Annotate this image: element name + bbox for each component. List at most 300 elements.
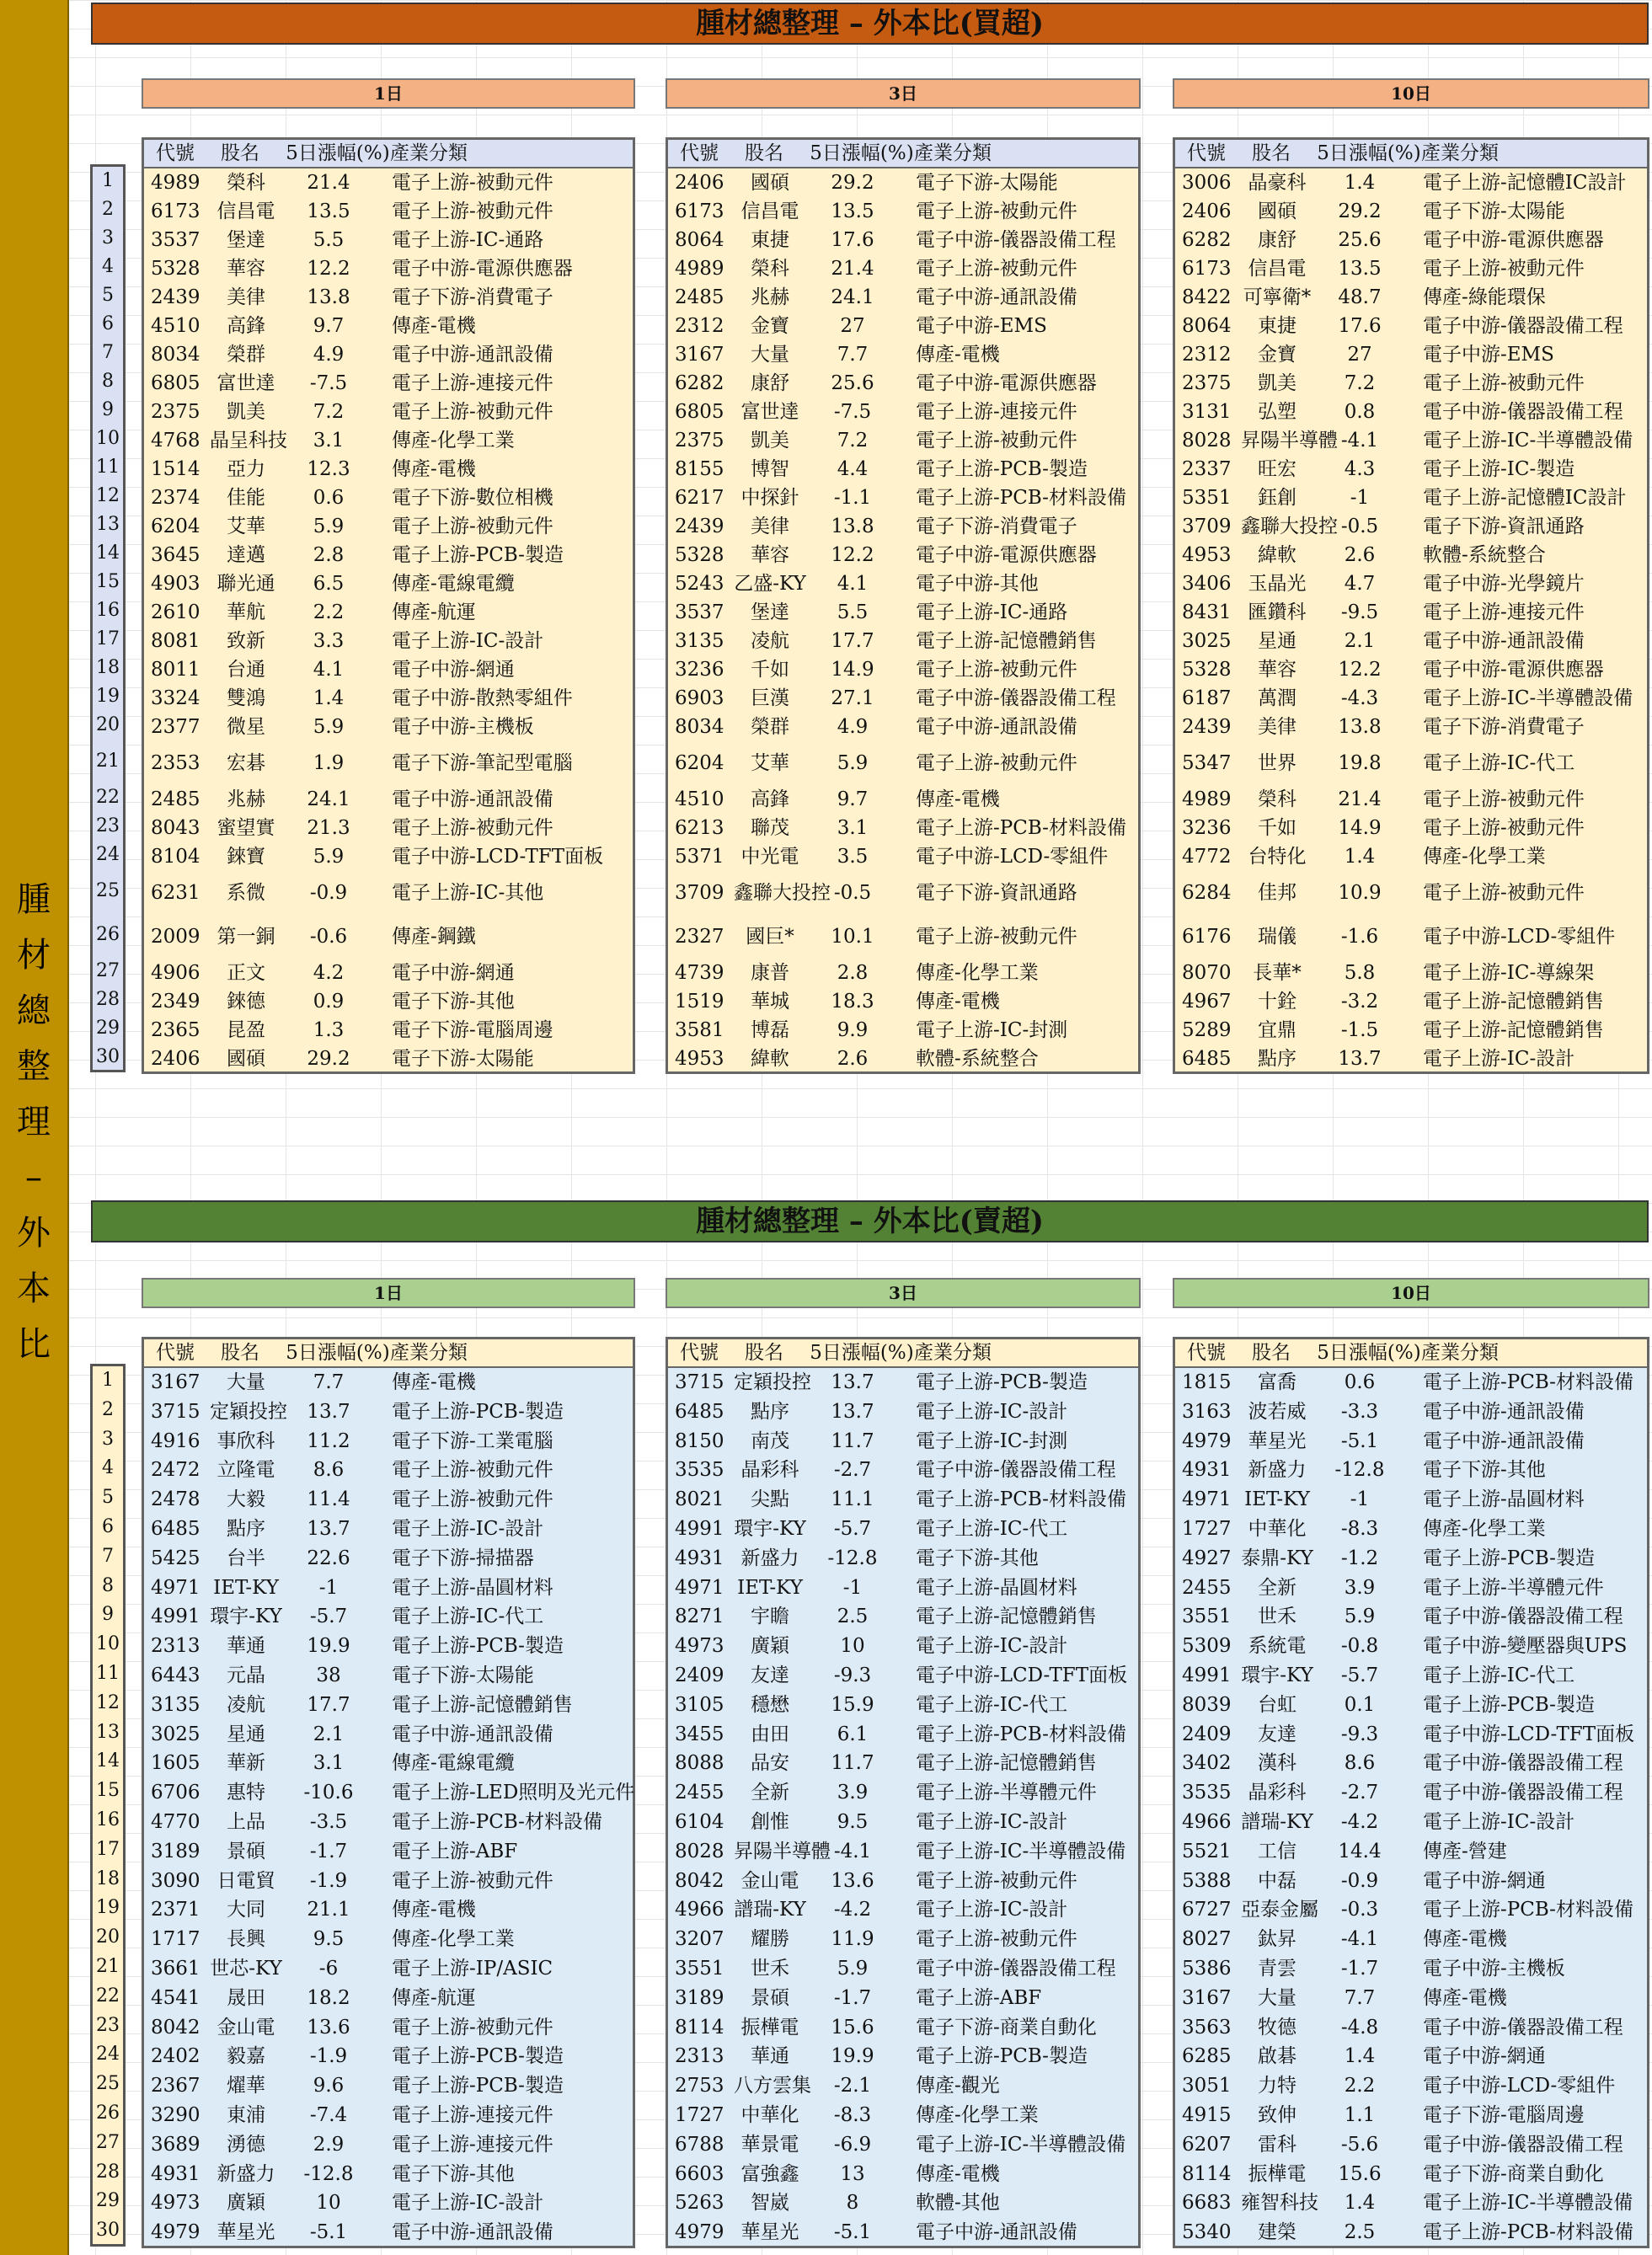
industry-category: 傳產-電線電纜	[392, 1752, 515, 1775]
change-5d: 9.5	[837, 1811, 869, 1833]
stock-name: 智崴	[751, 2192, 789, 2215]
stock-code: 4931	[151, 2162, 200, 2185]
table-row	[1175, 426, 1647, 455]
table-row	[1175, 1661, 1647, 1691]
stock-name: 創惟	[751, 1811, 789, 1833]
table-row	[144, 426, 633, 455]
rank-number: 11	[96, 457, 120, 478]
stock-name: 世禾	[1258, 1606, 1296, 1628]
stock-name: 蜜望實	[217, 817, 275, 839]
stock-name: 華通	[227, 1635, 265, 1658]
industry-category: 電子上游-被動元件	[392, 1459, 553, 1482]
industry-category: 電子中游-通訊設備	[1423, 1429, 1585, 1452]
industry-category: 電子中游-LCD-TFT面板	[916, 1665, 1128, 1686]
table-row	[144, 1837, 633, 1867]
table-row	[668, 1808, 1138, 1837]
change-5d: 14.9	[831, 659, 874, 681]
industry-category: 電子上游-晶圓材料	[916, 1576, 1077, 1599]
change-5d: 2.2	[1344, 2075, 1376, 2097]
column-header-category: 產業分類	[390, 1342, 468, 1364]
stock-code: 6903	[675, 687, 724, 709]
industry-category: 電子上游-被動元件	[916, 752, 1077, 774]
stock-code: 3455	[675, 1723, 724, 1745]
stock-name: 美律	[1258, 716, 1296, 738]
rank-number: 27	[96, 960, 120, 981]
table-header-row	[144, 140, 633, 168]
stock-code: 4971	[1182, 1488, 1232, 1511]
stock-code: 2406	[675, 172, 724, 194]
stock-code: 4739	[675, 962, 724, 984]
change-5d: 1.4	[313, 687, 345, 709]
stock-name: 康普	[751, 962, 789, 984]
change-5d: 17.6	[1338, 315, 1382, 337]
stock-code: 3535	[1182, 1782, 1232, 1804]
change-5d: 9.7	[837, 788, 869, 810]
industry-category: 傳產-化學工業	[392, 1928, 515, 1951]
change-5d: 9.9	[837, 1019, 869, 1041]
stock-name: 景碩	[751, 1986, 789, 2009]
period-header: 3日	[666, 78, 1141, 109]
stock-code: 2375	[675, 430, 724, 452]
change-5d: -1	[1350, 487, 1370, 509]
change-5d: -1.9	[309, 2045, 348, 2068]
change-5d: 2.8	[837, 962, 869, 984]
industry-category: 傳產-航運	[392, 1986, 476, 2009]
stock-name: 榮群	[751, 716, 789, 738]
table-row	[1175, 655, 1647, 684]
table-row	[668, 684, 1138, 713]
table-row	[144, 814, 633, 842]
stock-code: 6176	[1182, 926, 1232, 948]
change-5d: 24.1	[307, 788, 350, 810]
rank-number: 22	[96, 1985, 120, 2007]
change-5d: 1.4	[1344, 2045, 1376, 2068]
table-row	[668, 2101, 1138, 2130]
industry-category: 電子上游-被動元件	[916, 200, 1077, 222]
change-5d: -7.5	[309, 372, 348, 394]
industry-category: 電子中游-主機板	[392, 716, 534, 738]
stock-code: 2374	[151, 487, 200, 509]
change-5d: 4.1	[313, 659, 345, 681]
change-5d: -7.5	[833, 401, 872, 423]
table-row	[1175, 1574, 1647, 1603]
stock-name: 晶彩科	[1248, 1782, 1307, 1804]
stock-name: 晟田	[227, 1986, 265, 2009]
table-row	[668, 197, 1138, 226]
industry-category: 電子上游-PCB-製造	[916, 458, 1088, 480]
change-5d: -4.3	[1340, 687, 1379, 709]
table-row	[1175, 1016, 1647, 1045]
stock-name: 博智	[751, 458, 789, 480]
stock-name: 康舒	[751, 372, 789, 394]
stock-name: 達邁	[227, 544, 265, 566]
rank-number: 26	[96, 924, 120, 945]
industry-category: 電子上游-PCB-材料設備	[1423, 2221, 1633, 2244]
stock-name: 榮科	[751, 258, 789, 280]
stock-code: 2455	[675, 1782, 724, 1804]
stock-code: 5243	[675, 573, 724, 595]
stock-name: 凱美	[227, 401, 265, 423]
table-row	[144, 1456, 633, 1485]
stock-code: 2485	[151, 788, 200, 810]
change-5d: 13.7	[307, 1518, 350, 1540]
stock-code: 3406	[1182, 573, 1232, 595]
table-row	[144, 398, 633, 426]
stock-code: 4931	[675, 1547, 724, 1569]
stock-code: 6231	[151, 882, 200, 904]
change-5d: 38	[316, 1665, 341, 1686]
table-row	[668, 369, 1138, 398]
stock-name: 晶豪科	[1248, 172, 1307, 194]
stock-code: 3661	[151, 1958, 200, 1980]
table-row	[144, 1808, 633, 1837]
table-row	[144, 484, 633, 512]
stock-code: 8039	[1182, 1693, 1232, 1716]
stock-name: 華星光	[1248, 1429, 1307, 1452]
stock-code: 6805	[151, 372, 200, 394]
stock-code: 2367	[151, 2075, 200, 2097]
industry-category: 電子上游-IC-代工	[1423, 1665, 1575, 1686]
stock-code: 4931	[1182, 1459, 1232, 1482]
stock-name: 雷科	[1258, 2133, 1296, 2156]
rank-number: 24	[96, 2044, 120, 2065]
table-row	[144, 1602, 633, 1632]
stock-code: 8028	[675, 1840, 724, 1862]
stock-code: 8104	[151, 846, 200, 868]
table-row	[144, 598, 633, 627]
industry-category: 電子中游-LCD-零組件	[1423, 2075, 1616, 2097]
stock-name: 金山電	[217, 2016, 275, 2039]
table-row	[1175, 1045, 1647, 1073]
table-row	[668, 226, 1138, 254]
rank-number: 22	[96, 787, 120, 808]
industry-category: 電子下游-消費電子	[392, 286, 553, 308]
industry-category: 電子下游-其他	[392, 2162, 515, 2185]
stock-code: 3402	[1182, 1752, 1232, 1775]
stock-name: 日電貿	[217, 1869, 275, 1892]
table-row	[668, 1691, 1138, 1720]
change-5d: 11.2	[307, 1429, 350, 1452]
stock-code: 4973	[675, 1635, 724, 1658]
stock-name: 致新	[227, 630, 265, 652]
change-5d: -4.2	[833, 1899, 872, 1921]
stock-code: 3090	[151, 1869, 200, 1892]
column-header-name: 股名	[221, 142, 259, 164]
industry-category: 電子上游-記憶體銷售	[916, 1606, 1097, 1628]
industry-category: 電子中游-儀器設備工程	[1423, 2016, 1623, 2039]
industry-category: 傳產-化學工業	[1423, 846, 1546, 868]
table-row	[668, 1397, 1138, 1427]
stock-code: 2472	[151, 1459, 200, 1482]
table-row	[144, 1045, 633, 1073]
industry-category: 電子上游-IC-封測	[916, 1429, 1068, 1452]
table-row	[144, 312, 633, 340]
stock-name: 信昌電	[740, 200, 799, 222]
rank-number: 1	[102, 1370, 114, 1391]
industry-category: 電子下游-消費電子	[916, 516, 1077, 537]
stock-code: 3167	[675, 344, 724, 366]
industry-category: 電子下游-筆記型電腦	[392, 752, 573, 774]
industry-category: 電子中游-LCD-零組件	[916, 846, 1109, 868]
stock-code: 6207	[1182, 2133, 1232, 2156]
change-5d: 22.6	[307, 1547, 350, 1569]
stock-code: 5425	[151, 1547, 200, 1569]
table-row	[144, 226, 633, 254]
stock-code: 3167	[151, 1371, 200, 1393]
stock-code: 8028	[1182, 430, 1232, 452]
table-row	[668, 1925, 1138, 1954]
change-5d: 7.2	[1344, 372, 1376, 394]
stock-code: 3025	[1182, 630, 1232, 652]
table-row	[668, 1895, 1138, 1925]
column-header-change: 5日漲幅(%)	[286, 142, 390, 164]
stock-code: 8150	[675, 1429, 724, 1452]
change-5d: 21.4	[1338, 788, 1382, 810]
industry-category: 電子下游-其他	[916, 1547, 1039, 1569]
table-row	[144, 1427, 633, 1456]
table-row	[668, 598, 1138, 627]
change-5d: -4.2	[1340, 1811, 1379, 1833]
stock-code: 5263	[675, 2192, 724, 2215]
table-row	[1175, 1984, 1647, 2013]
stock-name: 致伸	[1258, 2104, 1296, 2126]
industry-category: 電子中游-EMS	[1423, 344, 1554, 366]
stock-code: 1727	[1182, 1518, 1232, 1540]
industry-category: 電子上游-被動元件	[916, 1869, 1077, 1892]
table-row	[1175, 168, 1647, 197]
industry-category: 電子上游-IC-通路	[916, 601, 1068, 623]
stock-name: 佳能	[227, 487, 265, 509]
stock-name: 華城	[751, 991, 789, 1013]
stock-code: 4903	[151, 573, 200, 595]
table-header-row	[668, 1339, 1138, 1368]
change-5d: -4.1	[1340, 430, 1379, 452]
industry-category: 電子上游-PCB-材料設備	[916, 487, 1126, 509]
industry-category: 電子下游-商業自動化	[1423, 2162, 1604, 2185]
table-row	[144, 2071, 633, 2101]
stock-name: 華新	[227, 1752, 265, 1775]
table-row	[144, 2160, 633, 2189]
stock-code: 4991	[151, 1606, 200, 1628]
stock-code: 4971	[675, 1576, 724, 1599]
rank-number: 2	[102, 1398, 114, 1420]
table-header-row	[668, 140, 1138, 168]
stock-name: 惠特	[227, 1782, 265, 1804]
stock-name: 緯軟	[751, 1048, 789, 1070]
industry-category: 電子上游-半導體元件	[916, 1782, 1097, 1804]
table-row	[668, 627, 1138, 655]
stock-name: 昇陽半導體	[1241, 430, 1338, 452]
rank-number: 27	[96, 2131, 120, 2153]
table-row	[144, 168, 633, 197]
industry-category: 電子中游-網通	[392, 962, 515, 984]
table-row	[1175, 2071, 1647, 2101]
change-5d: -3.5	[309, 1811, 348, 1833]
period-header: 1日	[142, 1278, 635, 1308]
stock-name: 漢科	[1258, 1752, 1296, 1775]
change-5d: 18.3	[831, 991, 874, 1013]
stock-code: 3715	[675, 1371, 724, 1393]
table-row	[1175, 340, 1647, 369]
change-5d: 21.3	[307, 817, 350, 839]
industry-category: 電子上游-IC-通路	[392, 229, 544, 251]
industry-category: 電子上游-記憶體IC設計	[1423, 487, 1627, 509]
industry-category: 電子上游-晶圓材料	[392, 1576, 553, 1599]
stock-name: 友達	[1258, 1723, 1296, 1745]
table-row	[668, 168, 1138, 197]
stock-code: 2371	[151, 1899, 200, 1921]
industry-category: 電子上游-記憶體銷售	[392, 1693, 573, 1716]
change-5d: 21.1	[307, 1899, 350, 1921]
industry-category: 電子中游-儀器設備工程	[1423, 1606, 1623, 1628]
stock-name: 長華*	[1253, 962, 1302, 984]
rank-number: 15	[96, 571, 120, 592]
industry-category: 傳產-航運	[392, 601, 476, 623]
stock-code: 1605	[151, 1752, 200, 1775]
stock-name: 美律	[227, 286, 265, 308]
stock-name: 富世達	[740, 401, 799, 423]
stock-code: 1514	[151, 458, 200, 480]
industry-category: 傳產-營建	[1423, 1840, 1507, 1862]
change-5d: 5.9	[313, 716, 345, 738]
industry-category: 電子上游-IC-半導體設備	[1423, 687, 1633, 709]
stock-code: 2313	[675, 2045, 724, 2068]
industry-category: 電子上游-被動元件	[1423, 258, 1585, 280]
change-5d: 2.6	[837, 1048, 869, 1070]
rank-number: 17	[96, 628, 120, 649]
stock-name: 乙盛-KY	[734, 573, 806, 595]
industry-category: 電子上游-IC-半導體設備	[916, 2133, 1126, 2156]
change-5d: 27	[840, 315, 865, 337]
stock-code: 8042	[675, 1869, 724, 1892]
stock-code: 6788	[675, 2133, 724, 2156]
table-row	[1175, 871, 1647, 915]
table-row	[668, 1837, 1138, 1867]
rank-number: 12	[96, 485, 120, 506]
table-row	[144, 1895, 633, 1925]
stock-code: 4979	[1182, 1429, 1232, 1452]
industry-category: 電子上游-IC-設計	[392, 1518, 544, 1540]
change-5d: 8.6	[1344, 1752, 1376, 1775]
change-5d: 27	[1347, 344, 1372, 366]
table-row	[668, 785, 1138, 814]
change-5d: 13.8	[1338, 716, 1382, 738]
industry-category: 電子上游-被動元件	[392, 2016, 553, 2039]
rank-number: 13	[96, 1721, 120, 1743]
industry-category: 電子中游-儀器設備工程	[916, 1459, 1116, 1482]
stock-code: 4541	[151, 1986, 200, 2009]
stock-code: 6285	[1182, 2045, 1232, 2068]
table-row	[144, 785, 633, 814]
stock-name: 宏碁	[227, 752, 265, 774]
table-row	[668, 741, 1138, 785]
stock-code: 2375	[1182, 372, 1232, 394]
industry-category: 電子中游-電源供應器	[392, 258, 573, 280]
table-row	[668, 312, 1138, 340]
stock-name: 國碩	[227, 1048, 265, 1070]
industry-category: 電子上游-ABF	[392, 1840, 518, 1862]
industry-category: 電子上游-ABF	[916, 1986, 1042, 2009]
table-row	[1175, 1954, 1647, 1984]
change-5d: 13.7	[307, 1400, 350, 1423]
rank-number: 4	[102, 1457, 114, 1479]
change-5d: -0.9	[309, 882, 348, 904]
change-5d: 17.7	[307, 1693, 350, 1716]
rank-number: 11	[96, 1663, 120, 1684]
industry-category: 傳產-電機	[916, 344, 1000, 366]
stock-code: 5328	[1182, 659, 1232, 681]
change-5d: -9.3	[833, 1665, 872, 1686]
stock-code: 6603	[675, 2162, 724, 2185]
stock-code: 4953	[1182, 544, 1232, 566]
table-row	[668, 1632, 1138, 1661]
stock-code: 3290	[151, 2104, 200, 2126]
stock-code: 6187	[1182, 687, 1232, 709]
table-row	[1175, 254, 1647, 283]
change-5d: 7.7	[837, 344, 869, 366]
table-row	[1175, 569, 1647, 598]
stock-name: 新盛力	[1248, 1459, 1307, 1482]
rank-number: 6	[102, 1516, 114, 1537]
table-row	[1175, 1368, 1647, 1397]
table-row	[144, 541, 633, 569]
stock-code: 2455	[1182, 1576, 1232, 1599]
change-5d: -9.5	[1340, 601, 1379, 623]
industry-category: 電子上游-連接元件	[392, 2133, 553, 2156]
table-row	[1175, 2188, 1647, 2218]
sidebar-char: 總	[17, 991, 51, 1030]
stock-name: 華星光	[217, 2221, 275, 2244]
industry-category: 電子上游-IC-設計	[916, 1635, 1068, 1658]
industry-category: 電子中游-儀器設備工程	[916, 687, 1116, 709]
stock-name: 弘塑	[1258, 401, 1296, 423]
table-row	[1175, 1925, 1647, 1954]
table-row	[144, 1984, 633, 2013]
stock-code: 4973	[151, 2192, 200, 2215]
stock-name: 東捷	[751, 229, 789, 251]
change-5d: 17.7	[831, 630, 874, 652]
industry-category: 電子中游-儀器設備工程	[1423, 401, 1623, 423]
change-5d: 5.9	[1344, 1606, 1376, 1628]
stock-code: 2439	[1182, 716, 1232, 738]
table-row	[668, 871, 1138, 915]
change-5d: 12.2	[831, 544, 874, 566]
column-header-code: 代號	[156, 142, 195, 164]
industry-category: 電子上游-被動元件	[1423, 817, 1585, 839]
table-row	[668, 1456, 1138, 1485]
industry-category: 電子上游-連接元件	[916, 401, 1077, 423]
change-5d: 10	[316, 2192, 341, 2215]
rank-number: 17	[96, 1838, 120, 1860]
stock-code: 3551	[675, 1958, 724, 1980]
stock-table	[1173, 1337, 1649, 2248]
change-5d: 11.9	[831, 1928, 874, 1951]
column-header-name: 股名	[1252, 1342, 1291, 1364]
stock-code: 8155	[675, 458, 724, 480]
industry-category: 電子上游-記憶體銷售	[1423, 991, 1604, 1013]
industry-category: 電子上游-被動元件	[392, 172, 553, 194]
table-row	[668, 340, 1138, 369]
table-row	[144, 2218, 633, 2247]
stock-name: 凱美	[751, 430, 789, 452]
rank-number: 18	[96, 1868, 120, 1889]
stock-code: 8042	[151, 2016, 200, 2039]
stock-name: 聯茂	[751, 817, 789, 839]
change-5d: -0.3	[1340, 1899, 1379, 1921]
period-header: 10日	[1173, 1278, 1649, 1308]
change-5d: 7.2	[837, 430, 869, 452]
industry-category: 傳產-電機	[392, 1371, 476, 1393]
